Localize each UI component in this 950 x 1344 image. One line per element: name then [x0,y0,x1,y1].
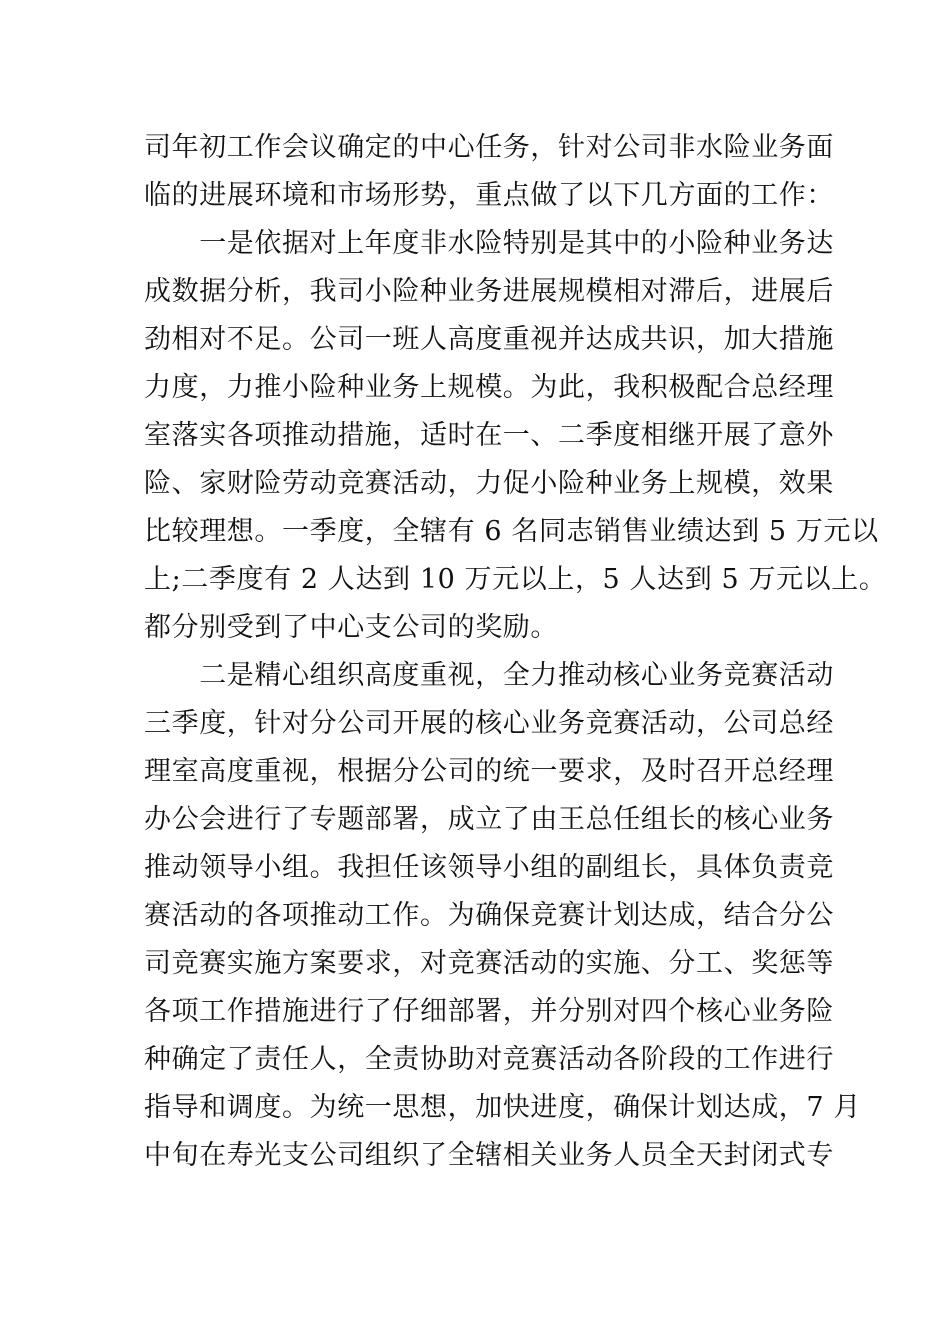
text-line: 比较理想。一季度，全辖有 6 名同志销售业绩达到 5 万元以 [144,516,879,547]
text-line: 临的进展环境和市场形势，重点做了以下几方面的工作： [144,180,834,211]
text-line: 三季度，针对分公司开展的核心业务竞赛活动，公司总经 [144,708,834,739]
text-line: 上;二季度有 2 人达到 10 万元以上，5 人达到 5 万元以上。 [144,564,887,595]
text-line: 理室高度重视，根据分公司的统一要求，及时召开总经理 [144,756,834,787]
text-line: 办公会进行了专题部署，成立了由王总任组长的核心业务 [144,804,834,835]
text-line: 二是精心组织高度重视，全力推动核心业务竞赛活动 [144,660,834,691]
text-line: 推动领导小组。我担任该领导小组的副组长，具体负责竞 [144,852,834,883]
text-line: 赛活动的各项推动工作。为确保竞赛计划达成，结合分公 [144,900,834,931]
text-line: 劲相对不足。公司一班人高度重视并达成共识，加大措施 [144,324,834,355]
text-line: 司年初工作会议确定的中心任务，针对公司非水险业务面 [144,132,834,163]
text-line: 各项工作措施进行了仔细部署，并分别对四个核心业务险 [144,996,834,1027]
text-line: 室落实各项推动措施，适时在一、二季度相继开展了意外 [144,420,834,451]
text-line: 指导和调度。为统一思想，加快进度，确保计划达成，7 月 [144,1092,861,1123]
text-line: 都分别受到了中心支公司的奖励。 [144,612,558,643]
text-line: 险、家财险劳动竞赛活动，力促小险种业务上规模，效果 [144,468,834,499]
text-line: 司竞赛实施方案要求，对竞赛活动的实施、分工、奖惩等 [144,948,834,979]
text-line: 成数据分析，我司小险种业务进展规模相对滞后，进展后 [144,276,834,307]
text-line: 一是依据对上年度非水险特别是其中的小险种业务达 [144,228,834,259]
text-line: 种确定了责任人，全责协助对竞赛活动各阶段的工作进行 [144,1044,834,1075]
text-line: 力度，力推小险种业务上规模。为此，我积极配合总经理 [144,372,834,403]
text-line: 中旬在寿光支公司组织了全辖相关业务人员全天封闭式专 [144,1140,834,1171]
body-text [144,124,887,1180]
